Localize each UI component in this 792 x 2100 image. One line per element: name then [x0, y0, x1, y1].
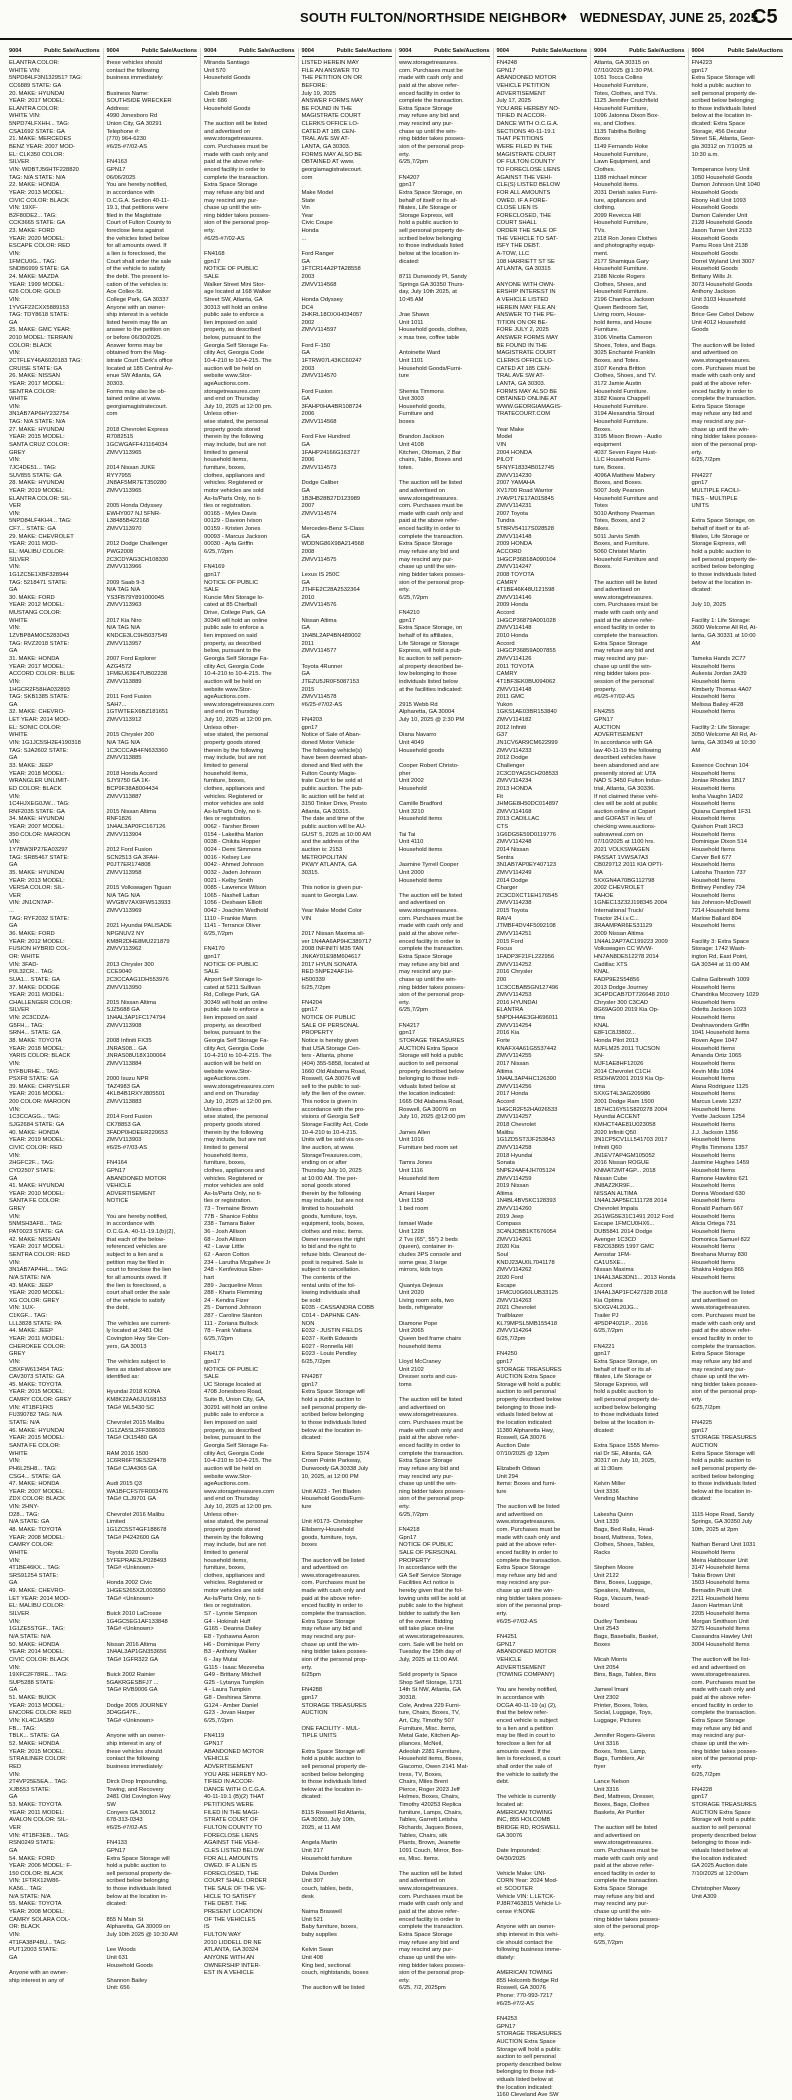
- column-header: [497, 48, 588, 57]
- column-header: [302, 48, 393, 57]
- notice-column-4: [299, 48, 397, 1992]
- notice-column-8: [689, 48, 787, 1900]
- newspaper-title: SOUTH FULTON/NORTHSIDE NEIGHBOR: [300, 10, 561, 25]
- page-header: [0, 0, 792, 40]
- column-text: Miranda Santiago Unit 570 Household Goods Caleb Brown Unit: 686 Household Goods The auction will be listed and advertised on www.storagetreasures. com. Purchases must be made with cash only and paid at the above refer- enced facility in order to complete the transaction. Extra Space Storage may refuse any bid and may rescind any pur- chase up until the win- ning bidder takes posses- sion of the personal prop- erty. #6/25-#7/02-AS FN4168 gpn17 NOTICE OF PUBLIC SALE Walker Street Mini Stor- age located at 168 Walker Street SW, Atlanta, GA 30313 will hold an online public sale to enforce a lien imposed on said property, as described below, pursuant to the Georgia Self Storage Fa- cility Act, Georgia Code 10-4-210 to 10-4-215. The auction will be held on website www.Stor- ageAuctions.com. storagetreasures.com and end on Thursday July 10, 2025 at 12:00 pm. Unless other- wise stated, the personal property goods stored therein by the following may include, but are not limited to general household items, furniture, boxes, clothes, appliances and vehicles. Registered or motor vehicles are sold As-Is/Parts Only, no ti- tles or registration. 00165 - Myles Davis 00129 - Daveon Ivison 00159 - Kristen Jones 00093 - Marcus Jackson 00030 - Ayla Griffin 6/25,7/2pm FN4169 gpn17 NOTICE OF PUBLIC SALE Kuncie Mini Storage lo- cated at 85 Chiefball Drive, College Park, GA 30349 will hold an online public sale to enforce a lien imposed on said property, as described below, pursuant to the Georgia Self Storage Fa- cility Act, Georgia Code 10-4-210 to 10-4-215. The auction will be held on website www.Stor- ageAuctions.com. www.storagetreasures.com and end on Thursday July 10, 2025 at 12:00 pm. Unless other- wise stated, the personal property goods stored therein by the following may include, but are not limited to general household items, furniture, boxes, clothes, appliances and vehicles. Registered or motor vehicles are sold As-Is/Parts Only, no ti- tles or registration. 0062 - Tarsher Brown 0154 - Lakeitha Marion 0038 - Chikita Hopper 0024 - Demi Simmons 0016 - Kelsey Lee 0042 - Ahmed Johnson 0032 - Jaden Johnson 0021 - Kelby Smith 0085 - Lawrence Wilson 1065 - Nashell Lattan 1056 - Deshawn Elliott 0042 - Joachim Wedhold 1110 - Frankie Mann 1141 - Terrance Oliver 6/25,7/2pm FN4170 gpn17 NOTICE OF PUBLIC SALE Airport Self Storage lo- cated at 5211 Sullivan Rd, College Park, GA 30349 will hold an online public sale to enforce a lien imposed on said property, as described below, pursuant to the Georgia Self Storage Fa- cility Act, Georgia Code 10-4-210 to 10-4-215. The auction will be held on website www.Stor- ageAuctions.com. www.storagetreasures.com and end on Thursday July 10, 2025 at 12:00 pm. Unless other- wise stated, the personal property goods stored therein by the following may include, but are not limited to general household items, furniture, boxes, clothes, appliances and vehicles. Registered or motor vehicles are sold As-Is/Parts Only, no ti- tles or registration. 73 - Tremaine Brown 77B - Shanice Fobbs 238 - Tamara Baker 36 - Josh Allison 68 - Josh Allison 42 - Lavar Little 62 - Aaron Cotton 234 - Larutha Mcgahee Jr 248 - Kenfevious Eber- hart 289 - Jacqueline Moss 288 - Kharis Flemming 24 - Kendra Fizer 25 - Damond Johnson 287 - Caroline Stanton 111 - Zoriana Bullock 78 - Frank Vattana 6/25,7/2pm FN4171 gpn17 NOTICE OF PUBLIC SALE UC Storage located at 4708 Jonesboro Road, Suite B, Union City, GA, 30291 will hold an online public sale to enforce a lien imposed on said property, as described below, pursuant to the Georgia Self Storage Fa- cility Act, Georgia Code 10-4-210 to 10-4-215. The auction will be held on website www.Stor- ageAuctions.com. www.storagetreasures.com and end on Thursday July 10, 2025 at 12:00 pm. Unless other- wise stated, the personal property goods stored therein by the following may include, but are not limited to general household items, furniture, boxes, clothes, appliances and vehicles. Registered or motor vehicles are sold As-Is/Parts Only, no ti- tles or registration. S7 - Lynnie Simpson G4 - Hokinah Huff G165 - Deanna Dailey E8 - Tyshawna Aaron H6 - Dominique Perry B3 - Anthony Walker 6 - Jay Mutai G115 - Isaac Mezereba G49 - Brittany Mitchell G25 - Lytanya Tumpkin 4 - Laura Tumpkin G8 - Deshinea Simms G124 - Amber Daniel G23 - Jovan Harper 6/25,7/2pm FN4119 GPN17 ABANDONED MOTOR VEHICLE ADVERTISEMENT YOU ARE HEREBY NO- TIFIED IN ACCOR- DANCE WITH O.C.G.A. 40-11-19.1 (B)(2) THAT PETITIONS WERE FILED IN THE MAGI- STRATE COURT OF FULTON COUNTY TO FORECLOSE LIENS AGAINST THE VEHI- CLES LISTED BELOW FOR ALL AMOUNTS OWED. IF A LIEN IS FORECLOSED, THE COURT SHALL ORDER THE SALE OF THE VE- HICLE TO SATISFY THE DEBT. THE PRESENT LOCATION OF THE VEHICLES IS FULTON WAY 2010 LIDDELL DR NE ATLANTA, GA 30324 ANYONE WITH AN OWNERSHIP INTER- EST IN A VEHICLE: [204, 60, 274, 1977]
- category-code: 9004: [496, 48, 509, 54]
- column-text: LISTED HEREIN MAY FILE AN ANSWER TO THE PETITION ON OR BEFORE: July 19, 2025 ANSWER FORMS MAY BE FOUND IN THE MAGISTRATE COURT CLERKS OFFICE LO- CATED AT 185 CEN- TRAL AVE SW AT- LANTA, GA 30303. FORMS MAY ALSO BE OBTAINED AT www. georgiamagistratecourt. com Make Model State Vin Year Civic Coupe Honda ... Ford Ranger GA 1FTCR14A2PTA28558 2003 ZMVV114568 Honda Odyssey DC4 2HKRL18OXXH034057 2002 ZMVV114597 Ford F-150 GA 1FTRW07L43KC60247 2003 ZMVV114570 Ford Fusion GA 3FAHP0HA4BR108724 2006 ZMVV114568 Ford Five Hundred GA 1FAHP24166G163727 2006 ZMVV114573 Dodge Caliber GA 1B3HB28B27D123989 2007 ZMVV114574 Mercedes-Benz S-Class GA WDDNG86X98A214568 2008 ZMVV114575 Lexus IS 250C GA JTHFE2C28A2532364 2010 ZMVV114576 Nissan Altima GA 1N4BL2AP4BN489002 2011 ZMVV114577 Toyota 4Runner GA JTEZU5JR0F5087153 2015 ZMVV114578 #6/25-#7/02-AS FN4203 gpn17 Notice of Sale of Aban- doned Motor Vehicle The following vehicle(s) have been deemed aban- doned and filed with the Fulton County Magis- trate Court to be sold at public auction. The pub- lic auction will be held at 3150 Tinker Drive, Presto Atlanta, GA 30315. The date and time of the public auction will be AU- GUST 5, 2025 at 10:00 AM and the address of the auction is: 2153 METROPOLITAN PKWY ATLANTA, GA 30315. This notice is given pur- suant to Georgia Law. Year Make Model Color VIN 2017 Nissan Maxima sil- ver 1N4AA6AP9HC389717 2008 INFINITI M35 TAN JNKAY01E98M604617 2017 HYUN SONATA RED 5NPE24AF1H- H500339 6/25,7/2pm FN4204 gpn17 NOTICE OF PUBLIC SALE OF PERSONAL PROPERTY Notice is hereby given that USA Storage Cen- ters - Atlanta, phone (404) 355-5858, located at 1660 Old Alabama Road, Roswell, GA 30076 will sell to the public to sat- isfy the lien of the owner. This notice is given in accordance with the pro- visions of Georgia Self Storage Facility Act, Code 10-4-210 to 10-4-215. Units will be sold via on- line auction, at www. StorageTreasures.com, ending on or after Thursday July 10, 2025 at 10:00 AM. The per- sonal goods stored therein by the following may include, but are not limited to household goods, furniture, toys, equipment, tools, boxes, clothes and misc. items. Owner reserves the right to bid and the right to refuse bids. Cleanout de- posit is required. Sale is subject to cancellation. The contents of the rental units of the fol- lowing individuals shall be sold: E035 - CASSANDRA COBB C014 - DAPHNE CAN- NON E032 - JUSTIN FIELDS E037 - Keith Edwards E027 - Ronnella Hill E023 - Louis Pendley 6/25,7/2pm FN4287 gpn17 Extra Space Storage will hold a public auction to sell personal property de- scribed below belonging to those individuals listed below at the location in- dicated: Extra Space Storage 1574 Crown Pointe Parkway, Dunwoody GA 30338 July 10, 2025, at 12:00 PM Unit A023 - Teri Bladen Household Goods/Furni- ture Unit #0173- Christopher Ellsberry-Household goods, furniture, toys, boxes The auction will be listed and advertised on www.storagetreasures. com. Purchases must be made with cash only and paid at the above refer- enced facility in order to complete the transaction. Extra Space Storage may refuse any bid and may rescind any pur- chase up until the win- ning bidder takes posses- sion of the personal prop- erty. 6/25pm FN4288 gpn17 STORAGE TREASURES AUCTION ONE FACILITY - MUL- TIPLE UNITS Extra Space Storage will hold a public auction to sell personal property de- scribed below belonging to those individuals listed below at the location in- dicated: 8115 Roswell Rd Atlanta, GA 30350, July 10th, 2025, at 11 AM Angela Martin Unit 217 Household furniture Dalvia Durden Unit 307 couch, tables, beds, desk Naima Braswell Unit 521 Baby furniture, boxes, baby supplies Kelvin Swan Unit 408 King bed, sectional couch, nightstands, boxes The auction will be listed: [301, 60, 374, 1992]
- notice-column-3: [201, 48, 299, 1977]
- header-separator: ♦: [560, 8, 568, 24]
- column-header: [399, 48, 490, 57]
- category-label: Public Sale/Auctions: [434, 48, 490, 54]
- category-code: 9004: [594, 48, 607, 54]
- category-code: 9004: [106, 48, 119, 54]
- column-text: FN4223 gpn17 Extra Space Storage will hold a public auction to sell personal property de- scribed below belonging to those individuals listed below at the location in- dicated: Extra Space Storage, 456 Decatur Street SE, Atlanta, Geor- gia 30312 on 7/10/25 at 10:30 a.m. Temperance Ivory Unit 1050 Household Goods Damon Johnson Unit 1040 Household Goods Ebony Hull Unit 1093 Household Goods Damon Calender Unit 2128 Household Goods Jason Turner Unit 2133 Household Goods Pamu Ross Unit 2138 Household Goods Dorrel Wyland Unit 3007 Household Goods Brittany Wills Jr. 3073 Household Goods Anthony Jackson Unit 3103 Household Goods Brice Gee Cebol Debow Unit 4012 Household Goods The auction will be listed and advertised on www.storagetreasures. com. Purchases must be made with cash only and paid at the above refer- enced facility in order to complete the transaction. Extra Space Storage may refuse any bid and may rescind any pur- chase up until the win- ning bidder takes posses- sion of the personal prop- erty. 6/25,7/2pm FN4227 gpn17 MULTIPLE FACILI- TIES - MULTIPLE UNITS Extra Space Storage, on behalf of itself or its af- filiates, Life Storage or Storage Express, will hold a public auction to sell personal property de- scribed below belonging to those individuals listed below at the location in- dicated: July 10, 2025 Facility 1: Life Storage: 3600 Welcome All Rd, At- lanta, GA 30331 at 10:00 AM Tameka Hands 2C77 Household Items Aukesia Jordan 2A39 Household Items Kimberly Thomas 4A07 Household Items Melissa Bailey 4F28 Household Items Facility 2: Life Storage: 3050 Welcome All Rd, At- lanta, GA 30349 at 10:30 AM Essence Cochran 104 Household Items Joniae Rhodes 1B17 Household Items Iesha Vaughn 1AD2 Household Items Quiana Campbell 1F31 Household Items Quishon Pratt 1RC3 Household Items Dominique Dixon 514 Household Items Carver Bell 677 Household Items Latosha Thaxton 737 Household Items Brittney Pendley 734 Household Items Isis Johnson-McDowell 7214 Household Items Marlow Ballard 804 Household Items Facility 3: Extra Space Storage: 1742 Wash- ington Rd, East Point, GA 30344 at 11:00 AM Calina Galbreath 1009 Household Items Chandrika Mccovery 1029 Household Items Odetta Jackson 1023 Household Items Deahnavonders Griffin 1041 Household Items Roven Agee 1047 Household Items Amanda Ortiz 1065 Household Items Kevin Mills 1084 Household Items Alana Rodriguez 1125 Household Items Marcus Lewis 1237 Household Items Yvette Jackson 1254 Household Items J.J. Jackson 1356 Household Items Phyllis Timmons 1357 Household Items Jasmine Hughes 1459 Household Items Ramone Hawkins 621 Household Items Donna Woodard 630 Household Items Ronald Parham 667 Household Items Alicia Ortega 731 Household Items Domonica Samuel 822 Household Items Breshana Murray 830 Household Items Shakira Hodges 865 Household Items The auction will be listed and advertised on www.storagetreasures. com. Purchases must be made with cash only and paid at the above refer- enced facility in order to complete the transaction. Extra Space Storage may refuse any bid and may rescind any pur- chase up until the win- ning bidder takes posses- sion of the personal prop- erty. 6/25,7/2pm FN4225 gpn17 STORAGE TREASURES AUCTION Extra Space Storage will hold a public auction to sell personal property de- scribed below belonging to those individuals listed below at the location in- dicated: 1115 Hope Road, Sandy Springs, GA 30350 July 10th, 2025 at 2pm Nathan Berard Unit 1031 Household Items Meira Habbouser Unit 3147 Household Items Takia Brown Unit 1503 Household Items Bernadin Pruitt Unit 2211 Household Items Jason Hartman Unit 2205 Household Items Morgan Smithson Unit 3275 Household Items Cassandra Hawley Unit 3004 Household Items The auction will be list- ed and advertised on www.storagetreasures. com. Purchases must be made with cash only and paid at the above refer- enced facility in order to complete the transaction. Extra Space Storage may refuse any bid and may rescind any pur- chase up until the win- ning bidder takes posses- sion of the personal prop- erty. 6/25,7/2pm FN4228 gpn17 STORAGE TREASURES AUCTION Extra Space Storage will hold a public auction to sell personal property described below belonging to those indi- viduals listed below at the location indicated: GA 2025 Auction date 7/10/2025 at 12:00am Christopher Maxey Unit A309: [691, 60, 761, 1900]
- notice-column-7: [591, 48, 689, 1946]
- notice-column-2: [104, 48, 202, 1992]
- column-text: FN4248 GPN17 ABANDONED MOTOR VEHICLE PETITION ADVERTISEMENT July 17, 2025 YOU ARE HEREBY NO- TIFIED IN ACCOR- DANCE WITH O.C.G.A. SECTIONS 40-11-19.1 THAT PETITIONS WERE FILED IN THE MAGISTRATE COURT OF FULTON COUNTY TO FORECLOSE LIENS AGAINST THE VEHI- CLE(S) LISTED BELOW FOR ALL AMOUNTS OWED. IF A FORE- CLOSE LIEN IS FORECLOSED, THE COURT SHALL ORDER THE SALE OF THE VEHICLE TO SAT- ISFY THE DEBT. A-TOW, LLC 108 HARRIETT ST SE ATLANTA, GA 30315 ANYONE WITH OWN- ERSHIP INTEREST IN A VEHICLE LISTED HEREIN MAY FILE AN ANSWER TO THE PE- TITION ON OR BE- FORE JULY 2, 2025 ANSWER FORMS MAY BE FOUND IN THE MAGISTRATE COURT CLERKS OFFICE LO- CATED AT 185 CEN- TRAL AVE SW AT- LANTA, GA 30303. FORMS MAY ALSO BE OBTAINED ONLINE AT WWW.GEORGIAMAGIS- TRATECOURT.COM Year Make Model VIN 2004 HONDA PILOT 5FNYF18334B012745 ZMVV114230 2007 YAMAHA XV1700 Road Warrior JYAVP17E17A015845 ZMVV114231 2007 Toyota Tundra 5TBRV54117S028528 ZMVV114148 2009 HONDA ACCORD 1HGCP36818A090104 ZMVV114247 2008 TOYOTA CAMRY 4T1BE46K48U121598 ZMVV114146 2009 Honda Accord 1HGCP36879A001028 ZMVV114148 2010 Honda Accord 1HGCP36859A007855 ZMVV114126 2011 TOYOTA CAMRY 4T1BF3EK0BU094062 ZMVV114148 2011 GMC Yukon 1GKS1AE03BR153840 ZMVV114182 2012 Infiniti G37 JN1CV6AR9CM622999 ZMVV114233 2012 Dodge Challenger 2C3CDYAG5CH208533 ZMVV114234 2013 HONDA Fit JHMGE8H50DC014897 ZMVV114168 2013 CADILLAC CTS 1G6DG5E59D0119776 ZMVV114248 2014 Nissan Sentra 3N1AB7AP0EY407123 ZMVV114249 2014 Dodge Charger 2C3CDXCT1EH176545 ZMVV114238 2015 Toyota RAV4 JTMBF4DV4F5092108 ZMVV114251 2015 Ford Focus 1FADP3F21FL222956 ZMVV114252 2016 Chrysler 200 1C3CCBAB5GN127496 ZMVV114253 2016 HYUNDAI ELANTRA 5NPDH4AE3GH696011 ZMVV114254 2016 Kia Forte KNAFX4A61G5537442 ZMVV114255 2017 Nissan Altima 1N4AL3AP4HC126390 ZMVV114256 2017 Honda Accord 1HGCR2F52HA026533 ZMVV114257 2018 Chevrolet Malibu 1G1ZD5ST3JF253843 ZMVV114258 2018 Hyundai Sonata 5NPE24AF4JH705124 ZMVV114259 2019 Nissan Altima 1N4BL4BV5KC128393 ZMVV114260 2019 Jeep Compass 3C4NJCBB1KT676054 ZMVV114261 2020 Kia Soul KNDJ23AU0L7041178 ZMVV114262 2020 Ford Escape 1FMCU0G60LUB33125 ZMVV114263 2021 Chevrolet Trailblazer KL79MPSL5MB155418 ZMVV114264 6/25,7/2pm FN4250 gpn17 STORAGE TREASURES AUCTION Extra Space Storage will hold a public auction to sell personal property described below belonging to those indi- viduals listed below at the location indicated: 11380 Alpharetta Hwy, Roswell, GA 30076 Auction Date 07/10/2025 @ 12pm Elizabeth Odwan Unit 294 Items: Boxes and furni- ture The auction will be listed and advertised on www.storagetreasures. com. Purchases must be made with cash only and paid at the above refer- enced facility in order to complete the transaction. Extra Space Storage may refuse any bid and may rescind any pur- chase up until the win- ning bidder takes posses- sion of the personal prop- erty. #6/25-#7/02-AS FN4251 GPN17 ABANDONED MOTOR VEHICLE ADVERTISEMENT (TOWING COMPANY) You are hereby notified, in accordance with OCGA 40-11-19 (a) (2), that the below refer- enced vehicle is subject to a lien and a petition may be filed in court to foreclose a lien for all amounts owed. If the lien is foreclosed, a court shall order the sale of the vehicle to satisfy the debt. The vehicle is currently located at: AMERICAN TOWING INC, 855 HOLCOMB BRIDGE RD, ROSWELL GA 30076 Date Impounded: 04/30/2025 Vehicle Make: UNI- CORN Year: 2024 Mod- el: SCOOTER Vehicle VIN: L.LETCK- PJ8R7463815 Vehicle Li- cense #:NONE Anyone with an owner- ship interest in this vehi- cle should contact the following business imme- diately: AMERICAN TOWING 855 Holcomb Bridge Rd Roswell, GA 30076 Phone: 770-993-7217 #6/25-#7/2-AS FN4253 GPN17 STORAGE TREASURES AUCTION Extra Space Storage will hold a public auction to sell personal property described below belonging to those indi- viduals listed below at the location indicated: 1160 Cleveland Ave SW: [496, 60, 563, 2099]
- category-code: 9004: [9, 48, 22, 54]
- category-code: 9004: [399, 48, 412, 54]
- legal-notices-columns: [6, 48, 786, 2099]
- column-text: www.storagetreasures. com. Purchases must be made with cash only and paid at the above refer- enced facility in order to complete the transaction. Extra Space Storage may refuse any bid and may rescind any pur- chase up until the win- ning bidder takes posses- sion of the personal prop- erty. 6/25,7/2pm FN4207 gpn17 Extra Space Storage, on behalf of itself or its af- filiates, Life Storage or Storage Express, will hold a public auction to sell personal property de- scribed below belonging to those individuals listed below at the location in- dicated: 8711 Dunwoody Pl, Sandy Springs GA 30350 Thurs- day, July 10th 2025, at 10:45 AM Jrae Shaws Unit 1011 Household goods, clothes, x mas tree, coffee table Antoinette Ward Unit 1101 Household Goods/Furni- ture Shemia Timmons Unit 3003 Household goods, Furniture and boxes Brandon Jackson Unit 4108 Kitchen, Ottoman, 2 Bar chairs, Table, Boxes and totes. The auction will be listed and advertised on www.storagetreasures. com. Purchases must be made with cash only and paid at the above refer- enced facility in order to complete the transaction. Extra Space Storage may refuse any bid and may rescind any pur- chase up until the win- ning bidder takes posses- sion of the personal prop- erty. 6/25,7/2pm FN4210 gpn17 Extra Space Storage, on behalf of its affiliates, Life Storage or Storage Express, will hold a pub- lic auction to sell person- al property described be- low belonging to those individuals listed below at the facilities indicated: 2915 Webb Rd Alpharetta, GA 30004 July 10, 2025 @ 2:30 PM Diana Navarro Unit 4049 Household goods Cooper Robert Christo- pher Unit 2002 Household Camille Bradford Unit 3210 Household items Tai Tai Unit 4110 Household items Jasmine Tyrrell Cooper Unit 2000 Household items The auction will be listed and advertised on www.storagetreasures. com. Purchases must be made with cash only and paid at the above refer- enced facility in order to complete the transaction. Extra Space Storage may refuse any bid and may rescind any pur- chase up until the win- ning bidder takes posses- sion of the personal prop- erty. 6/25,7/2pm FN4217 gpn17 STORAGE TREASURES AUCTION Extra Space Storage will hold a public auction to sell personal property described below belonging to those indi- viduals listed below at the location indicated: 1665 Old Alabama Road, Roswell, GA 30076 on July 10, 2025 @12:00 pm James Allen Unit 1016 Furniture bed room set Tamra Jones Unit 1116 Household item Amani Harper Unit 1158 1 bed room Ismael Wade Unit 1228 2 Tvs (65", 55") 2 beds (queen), container in- cludes 3PS console and some gear, 3 large mirrors, kids toys Quaniya Dejesus Unit 2020 Living room sofa, two beds, refrigerator Diamone Pope Unit 2065 Queen bed frame chairs household items Lloyd McCraney Unit 2102 Dresser sorts and cus- toms The auction will be listed and advertised on www.storagetreasures. com. Purchases must be made with cash only and paid at the above refer- enced facility in order to complete the transaction. Extra Space Storage may refuse any bid and may rescind any pur- chase up until the win- ning bidder takes posses- sion of the personal prop- erty. 6/25,7/2pm FN4218 Gpn17 NOTICE OF PUBLIC SALE OF PERSONAL PROPERTY In accordance with the GA Self Service Storage Facilities Act notice is hereby given that the fol- lowing units will be sold at public sale to the highest bidder to satisfy the lien of the owner. Bidding will take place on-line at www.storagetreasures. com. Sale will be held on Tuesday the 15th day of July, 2025 at 11:00 AM. Sold property is Space Shop Self Storage, 1731 14th St NW, Atlanta, GA 30318. Cole, Andrea 229 Furni- ture, Chairs, Boxes, TV, Art, City, Timothy 507 Furniture, Misc. Items, Metal Gate, Kitchen Ap- pliances, McNeil, Adeolah 2281 Furniture, Household items, Boxes, Giacomo, Owen 2141 Mat- tress, TV, Boxes, Chairs, Miles Brent Pierce, Roger 2023 Jeff Holmes, Boxes, Chairs, Timothy 420253 Replica furniture, Lamps, Chairs, Tables, Garrett Letisha Richards, Jaques Boxes, Tables, Chairs, silk Plants, Brown, Jeanette 1091 Couch, Mirror, Box- es, Misc. Items. The auction will be listed and advertised on www.storagetreasures. com. Purchases must be made with cash only and paid at the above refer- enced facility in order to complete the transaction. Extra Space Storage may refuse any bid and may rescind any pur- chase up until the win- ning bidder takes posses- sion of the personal prop- erty. 6/25, 7/2, 2025pm: [399, 60, 469, 1992]
- category-label: Public Sale/Auctions: [239, 48, 295, 54]
- category-label: Public Sale/Auctions: [141, 48, 197, 54]
- column-header: [204, 48, 295, 57]
- category-label: Public Sale/Auctions: [727, 48, 783, 54]
- category-code: 9004: [301, 48, 314, 54]
- category-label: Public Sale/Auctions: [336, 48, 392, 54]
- category-code: 9004: [204, 48, 217, 54]
- column-text: Atlanta, GA 30315 on 07/10/2025 @1:30 PM. 1051 Tocca Collins Household Furniture, Totes, Clothes, and TVs. 1125 Jennifer Crutchfield Household Furniture, 1096 Jatonna Dixon Box- es, and Clothes. 1135 Tabitha Bolling Boxes 1149 Fernando Hoke Household Furniture, Lawn Equipment, and Clothes. 1188 michael mincer Household items. 2031 Deriah sales Furni- ture, appliances and clothing. 2099 Revecca Hill Household Furniture, TVs. 2118 Ron Jones Clothes and photography equip- ment. 2177 Shamiqua Gary Household Furniture. 2188 Nicole Rogers Clothes, Shoes, and Household Furniture. 2196 Chantica Jackson Queen Bedroom Set, Living room, House- hold items, and House Furniture. 3106 Vinetta Cameron Shoes, Totes, and Bags. 3025 Enchanté Franklin Boxes, and Totes. 3107 Kendra Britton Clothes, Shoes, and TV. 3172 Jamie Austin Household Furniture. 3182 Kiaora Chappell Household Furniture. 3194 Alexandria Stroud Household Furniture. Boxes. 3195 Mison Brown - Audio equipment 4037 Seven Fayre Hust- LLC Household Furni- ture, Boxes. 4096A Matthew Mabery Boxes, and Boxes. 5007 Jody Pearson Household Furniture and Totes 5010 Anthony Pearman Totes, Boxes, and 2 Bikes. 5011 Jarvis Smith Boxes, and Furniture. 5060 Christel Martin Household Furniture and Boxes. The auction will be listed and advertised on www.storagetreasures. com. Purchases must be made with cash only and paid at the above refer- enced facility in order to complete the transaction. Extra Space Storage may refuse any bid and may rescind any pur- chase up until the win- ning bidder takes pos- session of the personal property. #6/25-#7/02-AS FN4255 GPN17 AUCTION ADVERTISEMENT In accordance with GA law 40-11-19 the following described vehicles have been abandoned and are presently stored at: UTA NAD S 3450 Fulton Indus- trial, Atlanta, GA 30336. If not claimed these vehi- cles will be sold at public auction online at Copart and GOFAST in lieu of checking www.auctions- sabrawreal.com on 07/10/2025 at 1100 hrs. 2021 VOLKSWAGEN PASSAT 1VWSA7A3 CB029712 2011 KIA OPTI- MA 5XXGN4A70BG112798 2002 CHEVROLET TAHOE 1GNEC13Z32J198345 2004 International Truck/ Tractor 2H.i.v.C... 3RAAMPAR6ES31129 2009 Nissan Altima 1N4AL2AP7AC199223 2009 Volkswagen CC WVW- HN7AN8DE512278 2014 Cadillac XTS KNAL FADP9E2S54856 2013 Dodge Journey 3C4PDCAB7DT726648 2010 Chrysler 300 C3CAD 8G69AG00 2019 Kia Op- tima KNAL E8F1C8J3802... Honda Pilot 2013 MJFLM25 2011 TUCSON SN- MJF1AE8HF12026 2014 Chevrolet C1CH RSDHW2001 2019 Kia Op- tima 5XXGT4L3AG209986 2001 Dodge Ram 1500 1B7HC16Y51S820278 2004 Hyundai ACCENT KMHCT4AE81U023058 2020 Infiniti Q50 3N1CP5CV1LL541703 2017 Infiniti Q60 JN1EV7AP4GM105052 2016 Nissan ROGUE KNMAT2MT4GP... 2018 Nissan Cube JN8AZ2KR9F... NISSAN ALTIMA 1N4AL3AP5EC111728 2014 Chevrolet Impala 2G1WG5E31C1491 2012 Ford Escape 1FMCU0HX6... DUB5841 2014 Dodge Avenger 1C3CD F82C63865 1997 GMC Aerostar 1FM- CA1U5XE... Nissan Maxima 1N4AL3AE3DN1... 2013 Honda Accord 1N4AL3AP1FC427328 2018 Kia Optima 5XXGV4L20JG... Trailer PJ 4P5DP4021P... 2016 6/25,7/2pm FN4221 gpn17 Extra Space Storage, on behalf of itself or its af- filiates, Life Storage or Storage Express, will hold a public auction to sell personal property de- scribed below belonging to those individuals listed below at the location in- dicated: Extra Space 1555 Memo- rial Dr SE, Atlanta, GA 30317 on July 10, 2025, at 11:30am Kelvin Miller Unit 3336 Vending Machine Lakesha Quinn Unit 1339 Bags, Bed Rails, Head- board, Mattress, Totes, Clothes, Shoes, Tables, Racks Stephen Moore Unit 2122 Bins, Boxes, Luggage, Speakers, Mattress, Rugs, Vacuum, head- board Dudley Tambeau Unit 2543 Bags, Baseballs, Basket, Boxes Micah Morris Unit 2054 Bins, Bags, Tables, Bins Jameel Imani Unit 2302 Printer, Boxes, Totes, Social, Luggage, Toys, Luggage, Pictures Jennifer Rogers-Givens Unit 3316 Boxes, Totes, Lamp, Bags, Tumblers, Air fryer Lance Nelson Unit 3316 Bed, Mattress, Dresser, Boxes, Bags, Clothes Baskets, Air Purifier The auction will be listed and advertised on www.storagetreasures. com. Purchases must be made with cash only and paid at the above refer- enced facility in order to complete the transaction. Extra Space Storage may refuse any bid and may rescind any pur- chase up until the win- ning bidder takes posses- sion of the personal prop- erty. 6/25,7/2pm: [594, 60, 676, 1946]
- column-header: [594, 48, 685, 57]
- category-label: Public Sale/Auctions: [531, 48, 587, 54]
- notice-column-5: [396, 48, 494, 1992]
- category-label: Public Sale/Auctions: [44, 48, 100, 54]
- column-header: [107, 48, 198, 57]
- category-label: Public Sale/Auctions: [629, 48, 685, 54]
- page-number: C5: [752, 6, 778, 28]
- publication-date: WEDNESDAY, JUNE 25, 2025: [580, 10, 758, 25]
- column-header: [9, 48, 100, 57]
- column-text: ELANTRA COLOR: WHITE VIN: 5NPD84LF3N132951? TAG: CC6889 STATE: GA 20. MAKE: HYUNDAI YEAR: 2017 MODEL: ELANTRA COLOR: WHITE VIN: 5NPD74LFXHH... TAG: CSA1692 STATE: GA 21. MAKE: MERCEDES BENZ YEAR: 2007 MOD- EL: CLK350 COLOR: SILVER VIN: WDBTJ56HTF228820 TAG: N/A STATE: N/A 22. MAKE: HONDA YEAR: 2013 MODEL: CIVIC COLOR: BLACK VIN: 19XF- B2F80DE2... TAG: CCK3665 STATE: GA 23. MAKE: FORD YEAR: 2020 MODEL: ESCAPE COLOR: RED VIN: 1FMCU0G... TAG: SNDB6999 STATE: GA 24. MAKE: MAZDA YEAR: 1999 MODEL: 626 COLOR: GOLD VIN: 1YVGF22CXX5889153 TAG: TDY8618 STATE: GA 25. MAKE: GMC YEAR: 2010 MODEL: TERRAIN COLOR: BLACK VIN: 2CTFLEY46A6020183 TAG: CRUISE STATE: GA 26. MAKE: NISSAN YEAR: 2017 MODEL: SENTRA COLOR: WHITE VIN: 3N1AB7AP6HY232754 TAG: N/A STATE: N/A 27. MAKE: HYUNDAI YEAR: 2015 MODEL: SANTA CRUZ COLOR: GREY VIN: 7JC4DE51... TAG: SUV855 STATE: GA 28. MAKE: HYUNDAI YEAR: 2019 MODEL: ELANTRA COLOR: SIL- VER VIN: 5NPD84LF4KH4... TAG: CF7... STATE: GA 29. MAKE: CHEVROLET YEAR: 2011 MOD- EL: MALIBU COLOR: SILVER VIN: 1G1ZC5E1XBF328944 TAG: 5218471 STATE: GA 30. MAKE: FORD YEAR: 2012 MODEL: MUSTANG COLOR: WHITE VIN: 1ZVBP8AM0C5283043 TAG: RVZ2018 STATE: GA 31. MAKE: HONDA YEAR: 2017 MODEL: ACCORD COLOR: BLUE VIN: 1HGCR2F58HA032893 TAG: SKB1385 STATE: GA 32. MAKE: CHEVRO- LET YEAR: 2014 MOD- EL: SONIC COLOR: WHITE VIN: 1G1JC5SH2E4190318 TAG: SJA2602 STATE: GA 33. MAKE: JEEP YEAR: 2018 MODEL: WRANGLER UNLIMIT- ED COLOR: BLACK VIN: 1C4HJXEG0JW... TAG: RNF2035 STATE: GA 34. MAKE: HYUNDAI YEAR: 2007 MODEL: 350 COLOR: MAROON VIN: 1Y7BW3IP27EA03297 TAG: SR85467 STATE: GA 35. MAKE: HYUNDAI YEAR: 2013 MODEL: VERSA COLOR: SIL- VER VIN: JN1CN7AP- ... TAG: RYF2032 STATE: GA 36. MAKE: FORD YEAR: 2012 MODEL: FUSION HYBRID COL- OR: WHITE VIN: 3FAD- P0L32CR... TAG: SUA1... STATE: GA 37. MAKE: DODGE YEAR: 2011 MODEL: CHALLENGER COLOR: SILVER VIN: 2C3CDZA- G5FH... TAG: SRN4... STATE: GA 38. MAKE: TOYOTA YEAR: 2018 MODEL: YARIS COLOR: BLACK VIN: 5YFBURHE... TAG: PSXF8 STATE: GA 39. MAKE: CHRYSLER YEAR: 2016 MODEL: 200 COLOR: MAROON VIN: 1C3CCAGG... TAG: SJG2684 STATE: GA 40. MAKE: HONDA YEAR: 2019 MODEL: CIVIC COLOR: RED VIN: 2HGFC2F... TAG: CYD2507 STATE: GA 41. MAKE: HYUNDAI YEAR: 2010 MODEL: SANTA FE COLOR: GREY VIN: 5NMSH3AF8... TAG: PAT0023 STATE: GA 42. MAKE: NISSAN YEAR: 2017 MODEL: SENTRA COLOR: RED VIN: 3N1AB7AP4HL... TAG: N/A STATE: N/A 43. MAKE: JEEP YEAR: 2020 MODEL: XG COLOR: GREY VIN: 1UX- C1KGF... TAG: LLL3828 STATE: PA 44. MAKE: JEEP YEAR: 2011 MODEL: CHEROKEE COLOR: GREY VIN: CBXFW613454 TAG: CAV3073 STATE: GA 45. MAKE: TOYOTA YEAR: 2015 MODEL: CAMRY COLOR: GREY VIN: 4T1BF1FK5 FU390782 TAG: N/A STATE: N/A 46. MAKE: HYUNDAI YEAR: 2015 MODEL: SANTA FE COLOR: WHITE VIN: PH6L25H8... TAG: CSG4... STATE: GA 47. MAKE: HONDA YEAR: 2007 MODEL: ZDX COLOR: BLACK VIN: 2HNY- D28... TAG: N/A STATE: GA 48. MAKE: TOYOTA YEAR: 2008 MODEL: CAMRY COLOR: WHITE VIN: 4T1BE46KX... TAG: SRS91254 STATE: GA 49. MAKE: CHEVRO- LET YEAR: 2014 MOD- EL: MALIBU COLOR: SILVER VIN: 1G1ZE5STGF... TAG: N/A STATE: N/A 50. MAKE: HONDA YEAR: 2014 MODEL: CIVIC COLOR: BLACK VIN: 19XFC2F78RE... TAG: SUP5288 STATE: GA 51. MAKE: BUICK YEAR: 2013 MODEL: ENCORE COLOR: RED VIN: KL4CJASB9 FB... TAG: TBLK... STATE: GA 52. MAKE: HONDA YEAR: 2015 MODEL: STRAILINER COLOR: RED VIN: 2T4VP25E5EA... TAG: XJB553 STATE: GA 53. MAKE: TOYOTA YEAR: 2011 MODEL: AVALON COLOR: SIL- VER VIN: 4T1BF3EB... TAG: RSN0249 STATE: GA 54. MAKE: FORD YEAR: 2006 MODEL: F- 150 COLOR: BLACK VIN: 1FTRX12W86- KA56... TAG: N/A STATE: N/A 55. MAKE: TOYOTA YEAR: 2008 MODEL: CAMRY SOLARA COL- OR: BLACK VIN: 4T1FA38P48U... TAG: PUT12003 STATE: GA Anyone with an owner- ship interest in any of: [9, 60, 83, 1984]
- notice-column-1: [6, 48, 104, 1984]
- column-header: [692, 48, 784, 57]
- column-text: these vehicles should contact the following business immediately: Business Name: SOUTHSIDE WRECKER Address: 4990 Jonesboro Rd Union City, GA 30291 Telephone #: (770) 964-6230 #6/25-#7/02-AS FN4163 GPN17 06/06/2025 You are hereby notified, in accordance with O.C.G.A. Section 40-11- 19.1, that petitions were filed in the Magistrate Court of Fulton County to foreclose liens against the vehicles listed below for all amounts owed. If a lien is foreclosed, the Court shall order the sale of the vehicle to satisfy the debt. The present lo- cation of the vehicles is: Ace Collex-St. College Park, GA 30337 Anyone with an owner- ship interest in a vehicle listed herein may file an answer to the petition on or before 06/30/2025. Answer forms may be obtained from the Mag- istrate Court Clerk's office located at 185 Central Av- enue SW Atlanta, GA 30303. Forms may also be ob- tained online at www. georgiamagistratecourt. com 2018 Chevrolet Express R7082515 1GCWGAFF4J1164034 ZMVV113965 2014 Nissan JUKE RYY7955 JN8AF5MR7ET350280 ZMVV113965 2005 Honda Odyssey EWHY007 NJ 5FNR- L38485B422168 ZMVV113970 2012 Dodge Challenger PWG2008 2C3CDYAG3CH108330 ZMVV113966 2009 Saab 9-3 N/A TAG N/A YS3FB79Y891000045 ZMVV113963 2017 Kia Niro N/A TAG N/A KNDCE3LC9H5037549 ZMVV113957 2007 Ford Explorer AZG4572 1FMEU63E47UB02238 ZMVV113889 2011 Ford Fusion SAH7... 1GTWTEEX6BZ181651 ZMVV113912 2015 Chrysler 200 N/A TAG N/A 1C3CCCAB4FN633360 ZMVV113885 2018 Honda Accord SJY9750 GA 1K- BCP9F38A8004434 ZMVV113887 2015 Nissan Altima RNF1826 1N4AL3AP0FC167126 ZMVV113904 2012 Ford Fusion SCN2513 GA 3FAH- P0JT7ER174808 ZMVV113958 2015 Volkswagen Tiguan N/A TAG N/A WVGBV7AX9FW513933 ZMVV113969 2021 Hyundai PALISADE NPGNUV2 NY KM8R2DHE8MU221879 ZMVV113962 2013 Chrysler 300 CCE9040 2C3CCAAG1DH553976 ZMVV113950 2015 Nissan Altima SJZ5688 GA 1N4AL3AP1FC174794 ZMVV113908 2008 Infiniti FX35 JNRAS08... GA JNRAS08U18X100064 ZMVV113884 2000 Isuzu NPR TAZ4983 GA 4KLB4B1RXYJ805501 ZMVV113883 2014 Ford Fusion CK78853 GA 3FADP0HDEER220653 ZMVV113903 #6/25-#7/03-AS FN4164 GPN17 ABANDONED MOTOR VEHICLE ADVERTISEMENT NOTICE You are hereby notified, in accordance with O.C.G.A. 40-11-19.1(b)(2), that each of the below- referenced vehicles are subject to a lien and a petition may be filed in court to foreclose the lien for all amounts owed. If the lien is foreclosed, a court shall order the sale of the vehicle to satisfy the debt. The vehicles are current- ly located at 2481 Old Covington Hwy Ste Con- yers, GA 30013 The vehicles subject to liens as stated above are identified as: Hyundai 2018 KONA KM8K22AA6JU168153 TAG# WL5430 SC Chevrolet 2015 Malibu 1G1ZA5SL2FF308603 TAG# CK15480 GA RAM 2016 1500 1C6RR6FT9ES329478 TAG# CJA4365 GA Audi 2015 Q3 WA1BFCFS7FR003476 TAG# CLJ9701 GA Chevrolet 2016 Malibu Limited 1G1ZC5ST4GF188678 TAG# P4242600 GA Toyota 2020 Corolla 5YFEPRAE3LP028493 TAG# <Unknown> Honda 2002 Civic 1HGES265X2L003950 TAG# <Unknown> Buick 2010 LaCrosse 1G4GC5EG1AF133848 TAG# <Unknown> Nissan 2016 Altima 1N4AL3AP1GN353656 TAG# 1GFR322 GA Buick 2002 Rainier 5GAKRGESBFJ7 ... TAG# RVB9006 GA Dodge 2005 JOURNEY 3D4GG47F... TAG# <Unknown> Anyone with an owner- ship interest in any of these vehicles should contact the following business immediately: Dirck Drop Impounding, Towing, and Recovery 2481 Old Covington Hwy SW Conyers GA 30012 678-313-0343 #6/25-#7/02-AS FN4133 GPN17 Extra Space Storage will hold a public auction to sell personal property de- scribed below belonging to those individuals listed below at the location in- dicated: 855 N Main St Alpharetta, GA 30009 on July 10th 2025 @ 10:30 AM Lee Woods Unit 631 Household Goods Shannon Bailey Unit: 656: [106, 60, 178, 1992]
- category-code: 9004: [691, 48, 704, 54]
- notice-column-6: [494, 48, 592, 2099]
